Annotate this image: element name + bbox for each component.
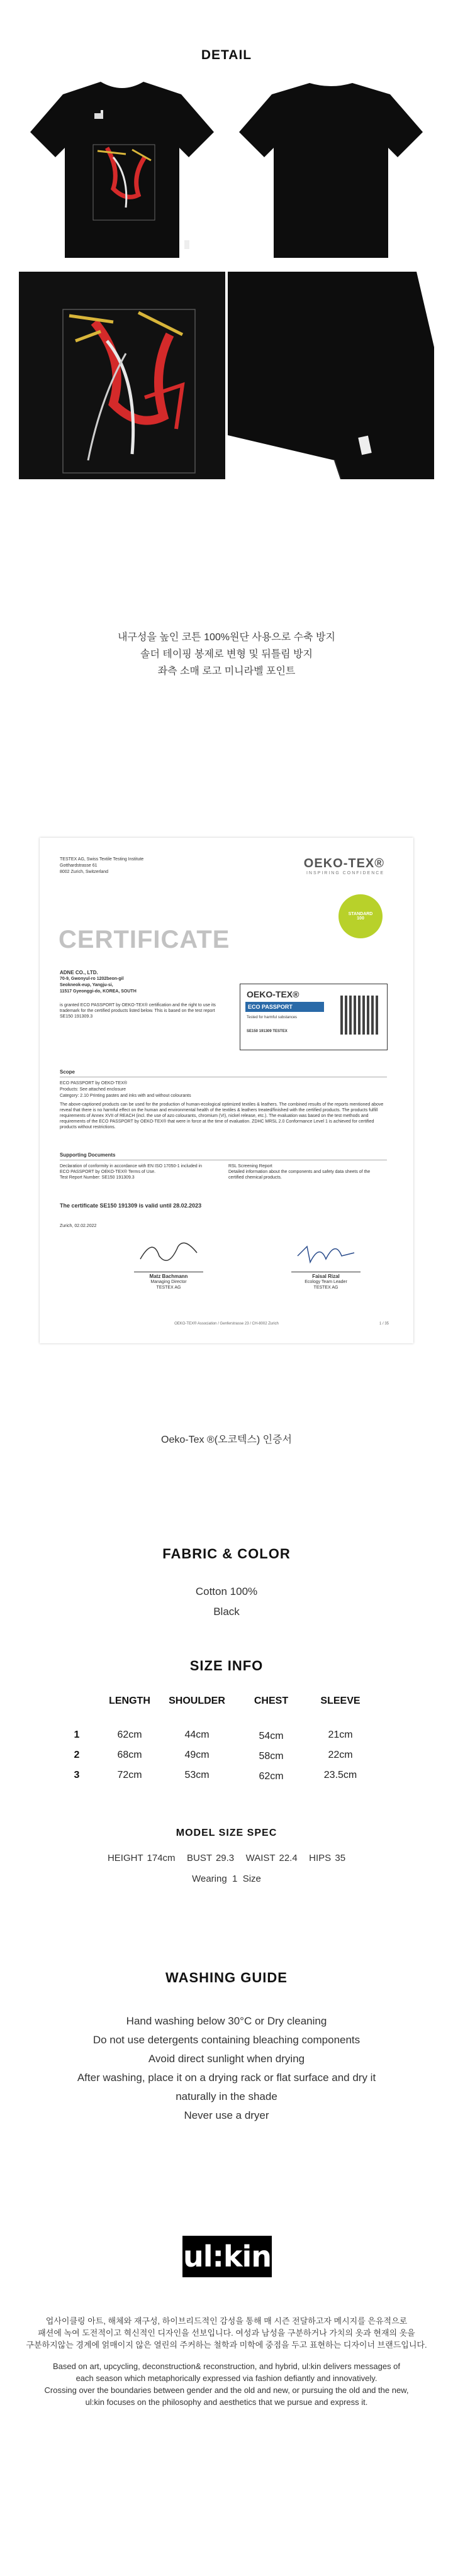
cert-brand-logo: [284, 857, 384, 875]
size-value: 23.5cm: [323, 1770, 357, 1780]
model-spec-title: MODEL SIZE SPEC: [176, 1828, 277, 1838]
size-column-header: SLEEVE: [320, 1696, 361, 1706]
detail-copy-line: 내구성을 높인 코튼 100%원단 사용으로 수축 방지: [118, 632, 335, 643]
front-tshirt-photo: [19, 75, 225, 260]
washing-line: After washing, place it on a drying rack or flat surface and dry it: [77, 2072, 376, 2084]
cert-place-date: Zurich, 02.02.2022: [60, 1224, 97, 1228]
qr-code-icon: [340, 996, 379, 1035]
brand-description-en: [19, 2360, 434, 2408]
size-value: 44cm: [184, 1729, 210, 1740]
brand-ko-line: 패션에 녹여 도전적이고 혁신적인 디자인을 선보입니다. 여성과 남성을 구분하거나 가치의 옷과 현재의 옷을: [38, 2328, 415, 2338]
cert-heading: CERTIFICATE: [59, 926, 230, 953]
passport-brand: OEKO-TEX®: [247, 989, 299, 999]
signer-left-role: Managing Director: [150, 1280, 187, 1284]
size-value: 54cm: [259, 1731, 284, 1741]
size-value: 72cm: [117, 1770, 142, 1780]
cert-scope-line: Category: 2.10 Printing pastes and inks with and without colourants: [60, 1094, 191, 1098]
standard-badge: [338, 894, 383, 938]
passport-sub: Tested for harmful substances: [247, 1016, 298, 1019]
size-value: 53cm: [184, 1770, 210, 1780]
cert-scope-title: Scope: [60, 1069, 76, 1075]
cert-brand-name: OEKO-TEX®: [303, 857, 384, 870]
fabric-color: Black: [213, 1606, 240, 1618]
cert-issuer-line: TESTEX AG, Swiss Textile Testing Institute: [60, 857, 144, 862]
size-value: 58cm: [259, 1751, 284, 1762]
passport-title: ECO PASSPORT: [245, 1002, 324, 1012]
size-column-header: SHOULDER: [169, 1696, 225, 1706]
size-info-title: SIZE INFO: [189, 1658, 264, 1674]
cert-validity: The certificate SE150 191309 is valid until 28.02.2023: [60, 1202, 202, 1209]
brand-en-line: ul:kin focuses on the philosophy and aesthetics that we pursue and express it.: [85, 2397, 368, 2407]
standard-badge-label: STANDARD 100: [348, 912, 373, 921]
model-wearing-size: Wearing 1 Size: [192, 1874, 261, 1884]
certificate-caption: Oeko-Tex ®(오코텍스) 인증서: [161, 1435, 292, 1445]
back-tshirt-photo: [228, 75, 434, 260]
cert-holder-line: 70-9, Gwonyul-ro 1202beon-gil: [60, 977, 124, 981]
cert-supporting-left: [60, 1163, 211, 1180]
detail-description: [0, 629, 453, 680]
size-value: 49cm: [184, 1750, 210, 1760]
washing-line: Hand washing below 30°C or Dry cleaning: [126, 2015, 327, 2027]
brand-ko-line: 업사이클링 아트, 해체와 재구성, 하이브리드적인 감성을 통해 매 시즌 전달하고자 메시지를 은유적으로: [45, 2316, 408, 2326]
print-closeup-illustration: [19, 272, 225, 479]
signature-right-icon: [291, 1234, 361, 1272]
cert-issuer-line: Gotthardstrasse 61: [60, 863, 98, 868]
detail-copy-line: 솔더 테이핑 봉제로 변형 및 뒤틀림 방지: [140, 649, 313, 660]
sleeve-closeup-illustration: [228, 272, 434, 479]
brand-ko-line: 구분하지않는 경계에 얽매이지 않은 열린의 주커하는 철학과 미학에 중점을 두고 표현하는 디자이너 브랜드입니다.: [26, 2340, 427, 2350]
signer-right-org: TESTEX AG: [313, 1285, 338, 1290]
size-value: 21cm: [328, 1729, 353, 1740]
cert-issuer: [60, 857, 143, 875]
detail-title: DETAIL: [201, 48, 252, 62]
cert-grant-text: is granted ECO PASSPORT by OEKO-TEX® certification and the right to use its trademark for the certified products listed below. This is based on the test report SE150 191309.3: [60, 1003, 216, 1019]
fabric-title: FABRIC & COLOR: [162, 1546, 291, 1562]
cert-supporting-title: Supporting Documents: [60, 1152, 116, 1158]
cert-supporting-right: [228, 1163, 386, 1180]
cert-supporting-item: Detailed information about the components and safety data sheets of the certified chemical products.: [228, 1170, 371, 1180]
signer-right: [291, 1272, 361, 1291]
cert-scope-line: ECO PASSPORT by OEKO-TEX®: [60, 1081, 128, 1085]
passport-id: SE150 191309 TESTEX: [247, 1030, 288, 1033]
cert-issuer-line: 8002 Zurich, Switzerland: [60, 870, 109, 874]
size-row-label: 2: [74, 1750, 80, 1760]
fabric-material: Cotton 100%: [195, 1585, 258, 1597]
washing-guide-title: WASHING GUIDE: [165, 1970, 288, 1985]
brand-description-ko: [25, 2315, 428, 2351]
brand-en-line: each season which metaphorically expressed via fashion defiantly and innovatively.: [76, 2373, 378, 2383]
model-measurements: HEIGHT 174cm BUST 29.3 WAIST 22.4 HIPS 35: [107, 1853, 346, 1863]
signer-left: [134, 1272, 203, 1291]
cert-scope-body: The above-captioned products can be used for the production of human-ecological optimized textiles & leathers. The combined results of the reports mentioned above reveal that there is no harmful effect on the human and environmental health of the textiles & leathers treated/finished with the certified products. The products fulfill requirements of Annex XVII of REACH (incl. the use of azo colourants, chromium (VI), nickel release, etc.). The evaluation was based on the test methods and requirements of the ECO PASSPORT by OEKO-TEX® that were in force at the time of evaluation. ZDHC MRSL 2.0 Conformance Level 1 is achieved for certified products without restrictions.: [60, 1102, 384, 1130]
cert-supporting-item: Declaration of conformity in accordance with EN ISO 17050-1 included in ECO PASSPORT by OEKO-TEX® Terms of Use.: [60, 1164, 203, 1174]
cert-scope: [60, 1080, 191, 1099]
back-tshirt-illustration: [228, 75, 434, 260]
cert-page: 1 / 35: [379, 1322, 389, 1326]
cert-footer: OEKO-TEX® Association / Genferstrasse 23 / CH-8002 Zurich: [174, 1322, 279, 1326]
size-column-header: CHEST: [254, 1696, 289, 1706]
brand-en-line: Crossing over the boundaries between gender and the old and new, or pursuing the old and the new,: [44, 2385, 409, 2395]
cert-holder-line: 11517 Gyeonggi-do, KOREA, SOUTH: [60, 989, 137, 994]
oeko-tex-certificate: [40, 838, 413, 1343]
washing-line: naturally in the shade: [176, 2090, 277, 2102]
size-value: 68cm: [117, 1750, 142, 1760]
cert-scope-line: Products: See attached enclosure: [60, 1087, 126, 1092]
cert-supporting-item: Test Report Number: SE150 191309.3: [60, 1175, 135, 1180]
washing-line: Never use a dryer: [184, 2109, 269, 2121]
signer-right-name: Faisal Rizal: [291, 1272, 361, 1279]
size-column-header: LENGTH: [109, 1696, 150, 1706]
washing-line: Avoid direct sunlight when drying: [148, 2053, 305, 2065]
signer-left-name: Matz Bachmann: [134, 1272, 203, 1279]
eco-passport-box: [240, 984, 388, 1050]
signer-right-role: Ecology Team Leader: [305, 1280, 347, 1284]
detail-copy-line: 좌측 소매 로고 미니라벨 포인트: [157, 666, 296, 677]
signature-left-icon: [134, 1234, 203, 1272]
washing-line: Do not use detergents containing bleaching components: [92, 2034, 361, 2046]
brand-logo: ul:kin: [182, 2236, 272, 2277]
cert-holder-name: ADNE CO., LTD.: [60, 970, 98, 975]
sleeve-closeup-photo: [228, 272, 434, 479]
cert-supporting-item: RSL Screening Report: [228, 1164, 272, 1169]
size-row-label: 1: [74, 1729, 80, 1740]
cert-brand-tagline: INSPIRING CONFIDENCE: [306, 871, 384, 875]
signer-left-org: TESTEX AG: [156, 1285, 181, 1290]
cert-holder-line: Seokneok-eup, Yangju-si,: [60, 983, 113, 987]
fabric-info: [0, 1582, 453, 1622]
size-value: 62cm: [259, 1771, 284, 1782]
size-value: 22cm: [328, 1750, 353, 1760]
size-value: 62cm: [117, 1729, 142, 1740]
cert-holder: [60, 970, 217, 995]
washing-guide: [0, 2012, 453, 2125]
brand-en-line: Based on art, upcycling, deconstruction& reconstruction, and hybrid, ul:kin delivers messages of: [52, 2362, 401, 2371]
size-row-label: 3: [74, 1770, 80, 1780]
front-tshirt-illustration: [19, 75, 225, 260]
front-print-closeup-photo: [19, 272, 225, 479]
